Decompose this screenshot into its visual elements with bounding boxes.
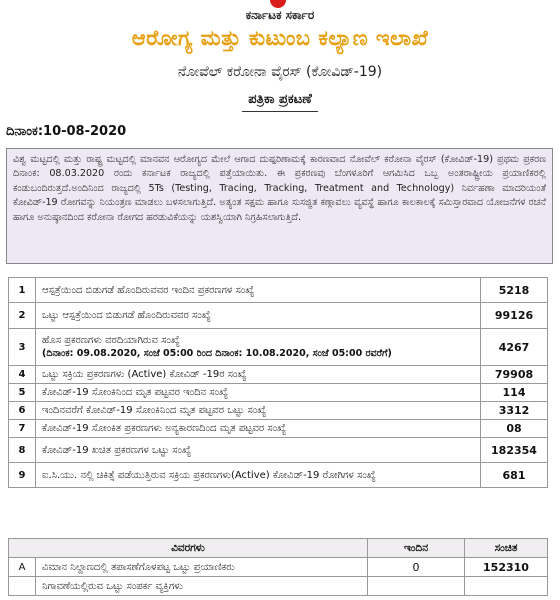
title-underline <box>242 111 318 112</box>
row-value: 114 <box>481 384 548 402</box>
row-label: ಆಸ್ಪತ್ರೆಯಿಂದ ಬಿಡುಗಡೆ ಹೊಂದಿರುವವರ ಇಂದಿನ ಪ್ರಕರಣಗಳ ಸಂಖ್ಯೆ <box>36 278 481 303</box>
topic-title: ನೋವೆಲ್ ಕರೋನಾ ವೈರಸ್ (ಕೋವಿಡ್-19) <box>177 64 383 80</box>
row-value: 182354 <box>481 438 548 463</box>
row-label: ಕೋವಿಡ್-19 ಖಚಿತ ಪ್ರಕರಣಗಳ ಒಟ್ಟು ಸಂಖ್ಯೆ <box>36 438 481 463</box>
details-table <box>8 538 548 596</box>
press-release-title: ಪತ್ರಿಕಾ ಪ್ರಕಟಣೆ <box>248 92 312 107</box>
row-label: ಇಂದಿನವರೆಗೆ ಕೋವಿಡ್-19 ಸೋಂಕಿನಿಂದ ಮೃತ ಪಟ್ಟವರ ಒಟ್ಟು ಸಂಖ್ಯೆ <box>36 402 481 420</box>
row-value: 4267 <box>481 329 548 366</box>
table-row <box>9 303 548 329</box>
intro-paragraph: ವಿಶ್ವ ಮಟ್ಟದಲ್ಲಿ ಮತ್ತು ರಾಷ್ಟ್ರ ಮಟ್ಟದಲ್ಲಿ ಮಾನವನ ಆರೋಗ್ಯದ ಮೇಲೆ ಆಗಾದ ದುಷ್ಪರಿಣಾಮಕ್ಕೆ ಕಾರಣವಾದ ನೋವೆಲ್ ಕರೋನಾ ವೈರಸ್ (ಕೋವಿಡ್-19) ಪ್ರಥಮ ಪ್ರಕರಣ ದಿನಾಂಕ: 08.03.2020 ರಂದು ಕರ್ನಾಟಕ ರಾಜ್ಯದಲ್ಲಿ ಪತ್ತೆಯಾಯಿತು. ಈ ಪ್ರಕರಣವು ಬೆಂಗಳೂರಿಗೆ ಆಗಮಿಸಿದ ಒಬ್ಬ ಅಂತರಾಷ್ಟ್ರೀಯ ಪ್ರಯಾಣಿಕರಲ್ಲಿ ಕಂಡುಬಂದಿರುತ್ತದೆ.ಅಂದಿನಿಂದ ರಾಜ್ಯದಲ್ಲಿ 5Ts (Testing, Tracing, Tracking, Treatment and Technology) ನಿರ್ವಹಣಾ ಮಾದರಿಯಂತೆ ಕೋವಿಡ್-19 ರೋಗವನ್ನು ನಿಯಂತ್ರಣ ಮಾಡಲು ಬಳಸಲಾಗುತ್ತಿದೆ. ಅತ್ಯಂತ ಸಕ್ಷಮ ಹಾಗೂ ಸುಸಜ್ಜಿತ ಕಣ್ಗಾವಲು ವ್ಯವಸ್ಥೆ ಹಾಗೂ ಕಾಲಕಾಲಕ್ಕೆ ಸಮಿಸ್ತಾರವಾದ ಯೋಜನೆಗಳ ರಚನೆ ಹಾಗೂ ಅನುಷ್ಠಾನದಿಂದ ಕರೋನಾ ರೋಗದ ಹರಡುವಿಕೆಯನ್ನು ಯಶಸ್ವಿಯಾಗಿ ನಿಗ್ರಹಿಸಲಾಗುತ್ತಿದೆ. <box>6 148 553 264</box>
table-row <box>9 577 548 596</box>
row-code: A <box>9 558 36 577</box>
row-total <box>465 577 548 596</box>
row-sublabel: (ದಿನಾಂಕ: 09.08.2020, ಸಂಜೆ 05:00 ರಿಂದ ದಿನಾಂಕ: 10.08.2020, ಸಂಜೆ 05:00 ರವರೆಗೆ) <box>42 348 392 359</box>
stats-table <box>8 277 548 488</box>
header-today: ಇಂದಿನ <box>368 539 465 558</box>
header-cumulative: ಸಂಚಿತ <box>465 539 548 558</box>
row-number: 6 <box>9 402 36 420</box>
row-value: 681 <box>481 463 548 488</box>
row-value: 3312 <box>481 402 548 420</box>
table-row <box>9 329 548 366</box>
table-row <box>9 384 548 402</box>
table-header-row <box>9 539 548 558</box>
row-label: ಐ.ಸಿ.ಯು. ನಲ್ಲಿ ಚಿಕಿತ್ಸೆ ಪಡೆಯುತ್ತಿರುವ ಸಕ್ರಿಯ ಪ್ರಕರಣಗಳು(Active) ಕೋವಿಡ್-19 ರೋಗಿಗಳ ಸಂಖ್ಯೆ <box>36 463 481 488</box>
row-number: 8 <box>9 438 36 463</box>
row-value: 5218 <box>481 278 548 303</box>
row-number: 7 <box>9 420 36 438</box>
table-row <box>9 402 548 420</box>
table-row <box>9 438 548 463</box>
row-label: ವಿಮಾನ ನಿಲ್ದಾಣದಲ್ಲಿ ತಪಾಸಣೆಗೊಳಪಟ್ಟ ಒಟ್ಟು ಪ್ರಯಾಣಿಕರು <box>36 558 368 577</box>
row-number: 9 <box>9 463 36 488</box>
emblem-icon <box>270 0 286 8</box>
row-today: 0 <box>368 558 465 577</box>
row-total: 152310 <box>465 558 548 577</box>
row-value: 99126 <box>481 303 548 329</box>
row-number: 1 <box>9 278 36 303</box>
row-today <box>368 577 465 596</box>
row-code <box>9 577 36 596</box>
row-number: 2 <box>9 303 36 329</box>
row-label: ನಿಗಾವಣೆಯಲ್ಲಿರುವ ಒಟ್ಟು ಸಂಪರ್ಕ ವ್ಯಕ್ತಿಗಳು <box>36 577 368 596</box>
row-label: ಕೋವಿಡ್-19 ಸೋಂಕಿತ ಪ್ರಕರಣಗಳು ಅನ್ಯಕಾರಣದಿಂದ ಮೃತ ಪಟ್ಟವರ ಸಂಖ್ಯೆ <box>36 420 481 438</box>
row-number: 4 <box>9 366 36 384</box>
table-row <box>9 420 548 438</box>
row-number: 5 <box>9 384 36 402</box>
row-label: ಕೋವಿಡ್-19 ಸೋಂಕಿನಿಂದ ಮೃತ ಪಟ್ಟವರ ಇಂದಿನ ಸಂಖ್ಯೆ <box>36 384 481 402</box>
row-label-cell <box>36 329 481 366</box>
row-value: 79908 <box>481 366 548 384</box>
row-label: ಹೊಸ ಪ್ರಕರಣಗಳು ವರದಿಯಾಗಿರುವ ಸಂಖ್ಯೆ <box>42 335 180 346</box>
government-title: ಕರ್ನಾಟಕ ಸರ್ಕಾರ <box>245 8 315 22</box>
row-label: ಒಟ್ಟು ಆಸ್ಪತ್ರೆಯಿಂದ ಬಿಡುಗಡೆ ಹೊಂದಿರುವವರ ಸಂಖ್ಯೆ <box>36 303 481 329</box>
row-number: 3 <box>9 329 36 366</box>
table-row <box>9 463 548 488</box>
row-label: ಒಟ್ಟು ಸಕ್ರಿಯ ಪ್ರಕರಣಗಳು (Active) ಕೋವಿಡ್ -19ರ ಸಂಖ್ಯೆ <box>36 366 481 384</box>
table-row <box>9 558 548 577</box>
release-date: ದಿನಾಂಕ:10-08-2020 <box>6 124 127 139</box>
table-row <box>9 278 548 303</box>
row-value: 08 <box>481 420 548 438</box>
table-row <box>9 366 548 384</box>
header-details: ವಿವರಗಳು <box>9 539 368 558</box>
department-title: ಆರೋಗ್ಯ ಮತ್ತು ಕುಟುಂಬ ಕಲ್ಯಾಣ ಇಲಾಖೆ <box>131 26 429 50</box>
